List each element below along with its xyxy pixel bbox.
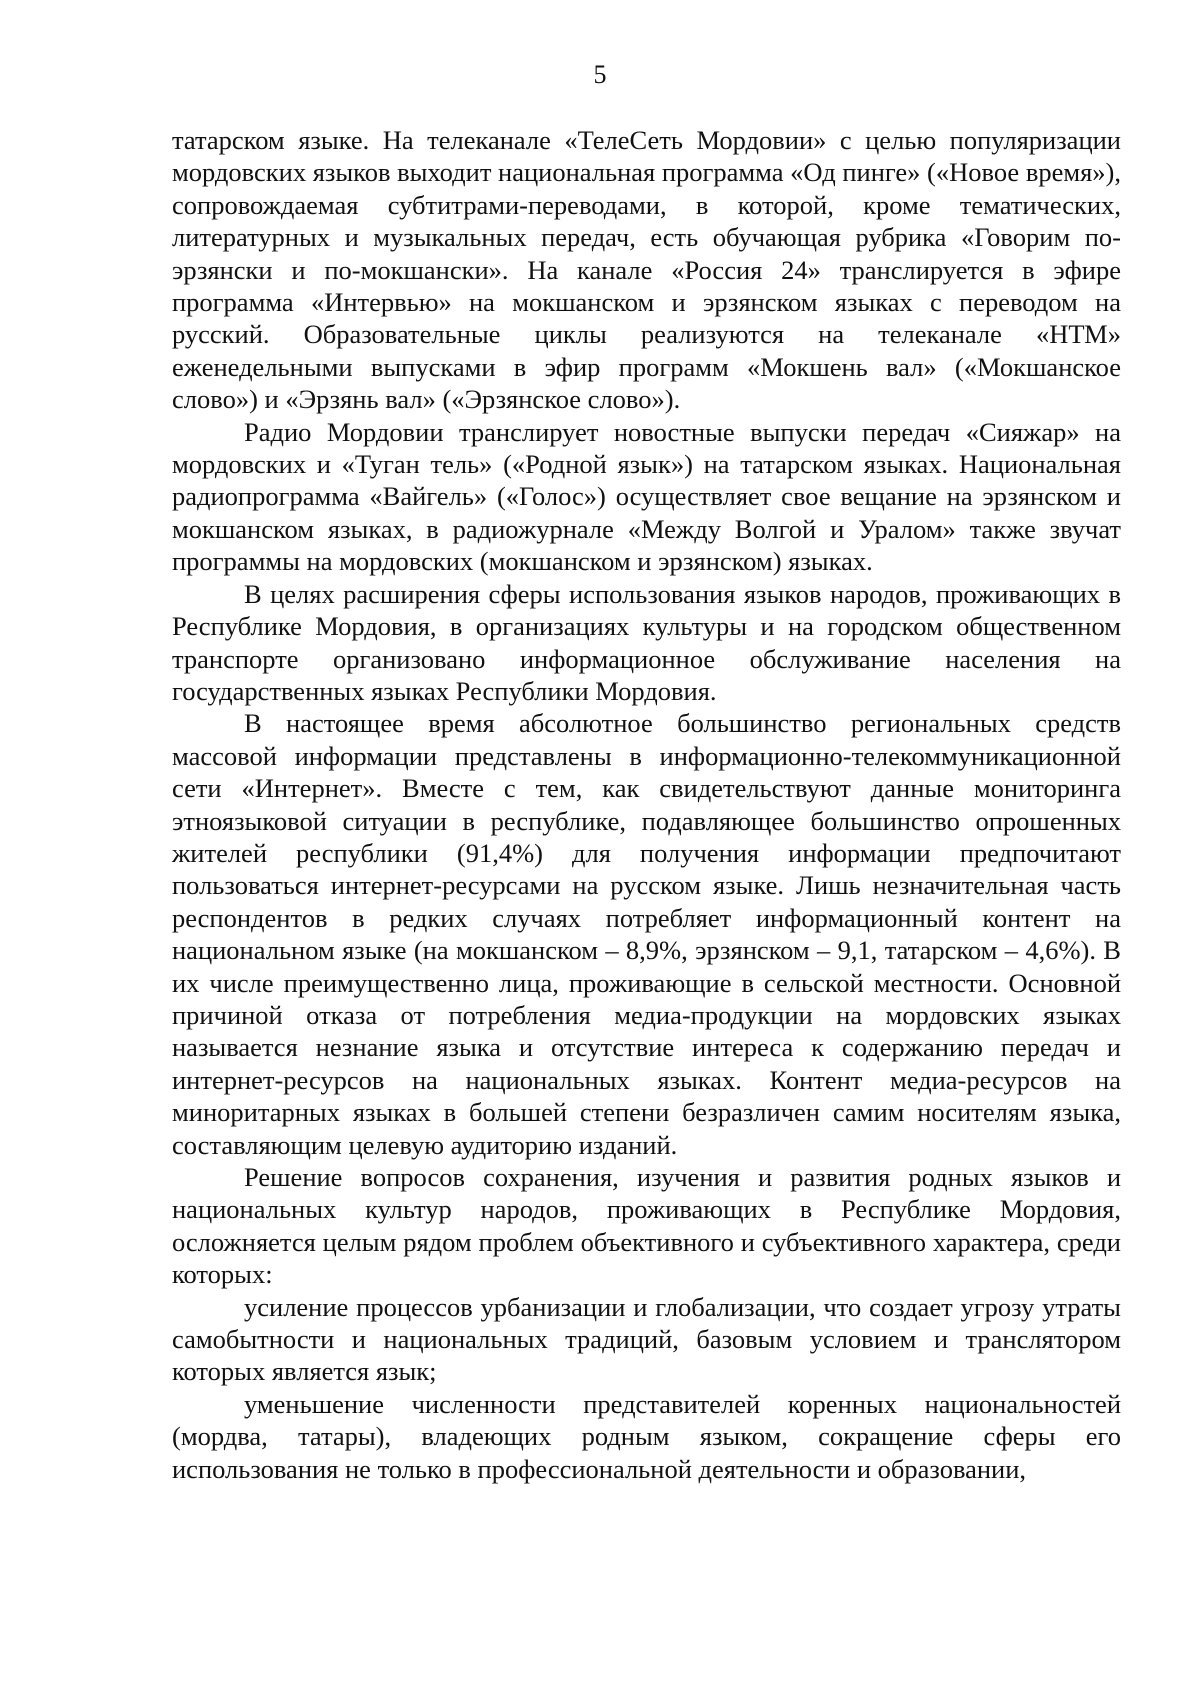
- document-body: [172, 124, 1121, 1485]
- paragraph-internet-media: В настоящее время абсолютное большинство региональных средств массовой информации представлены в информационно-телекоммуникационной сети «Интернет». Вместе с тем, как свидетельствуют данные мониторинга этноязыковой ситуации в республике, подавляющее большинство опрошенных жителей республики (91,4%) для получения информации предпочитают пользоваться интернет-ресурсами на русском языке. Лишь незначительная часть респондентов в редких случаях потребляет информационный контент на национальном языке (на мокшанском – 8,9%, эрзянском – 9,1, татарском – 4,6%). В их числе преимущественно лица, проживающие в сельской местности. Основной причиной отказа от потребления медиа-продукции на мордовских языках называется незнание языка и отсутствие интереса к содержанию передач и интернет-ресурсов на национальных языках. Контент медиа-ресурсов на миноритарных языках в большей степени безразличен самим носителям языка, составляющим целевую аудиторию изданий.: [172, 708, 1121, 1160]
- paragraph-urbanization: усиление процессов урбанизации и глобализации, что создает угрозу утраты самобытности и национальных традиций, базовым условием и транслятором которых является язык;: [172, 1291, 1121, 1387]
- paragraph-problems-intro: Решение вопросов сохранения, изучения и развития родных языков и национальных культур народов, проживающих в Республике Мордовия, осложняется целым рядом проблем объективного и субъективного характера, среди которых:: [172, 1162, 1121, 1290]
- page-number: 5: [593, 60, 607, 89]
- paragraph-population-decline: уменьшение численности представителей коренных национальностей (мордва, татары), владеющих родным языком, сокращение сферы его использования не только в профессиональной деятельности и образовании,: [172, 1388, 1121, 1484]
- paragraph-tv-programs: татарском языке. На телеканале «ТелеСеть Мордовии» с целью популяризации мордовских языков выходит национальная программа «Од пинге» («Новое время»), сопровождаемая субтитрами-переводами, в которой, кроме тематических, литературных и музыкальных передач, есть обучающая рубрика «Говорим по-эрзянски и по-мокшански». На канале «Россия 24» транслируется в эфире программа «Интервью» на мокшанском и эрзянском языках с переводом на русский. Образовательные циклы реализуются на телеканале «НТМ» еженедельными выпусками в эфир программ «Мокшень вал» («Мокшанское слово») и «Эрзянь вал» («Эрзянское слово»).: [172, 125, 1121, 415]
- paragraph-radio-programs: Радио Мордовии транслирует новостные выпуски передач «Сияжар» на мордовских и «Туган тель» («Родной язык») на татарском языках. Национальная радиопрограмма «Вайгель» («Голос») осуществляет свое вещание на эрзянском и мокшанском языках, в радиожурнале «Между Волгой и Уралом» также звучат программы на мордовских (мокшанском и эрзянском) языках.: [172, 416, 1121, 577]
- paragraph-information-services: В целях расширения сферы использования языков народов, проживающих в Республике Мордовия, в организациях культуры и на городском общественном транспорте организовано информационное обслуживание населения на государственных языках Республики Мордовия.: [172, 578, 1121, 706]
